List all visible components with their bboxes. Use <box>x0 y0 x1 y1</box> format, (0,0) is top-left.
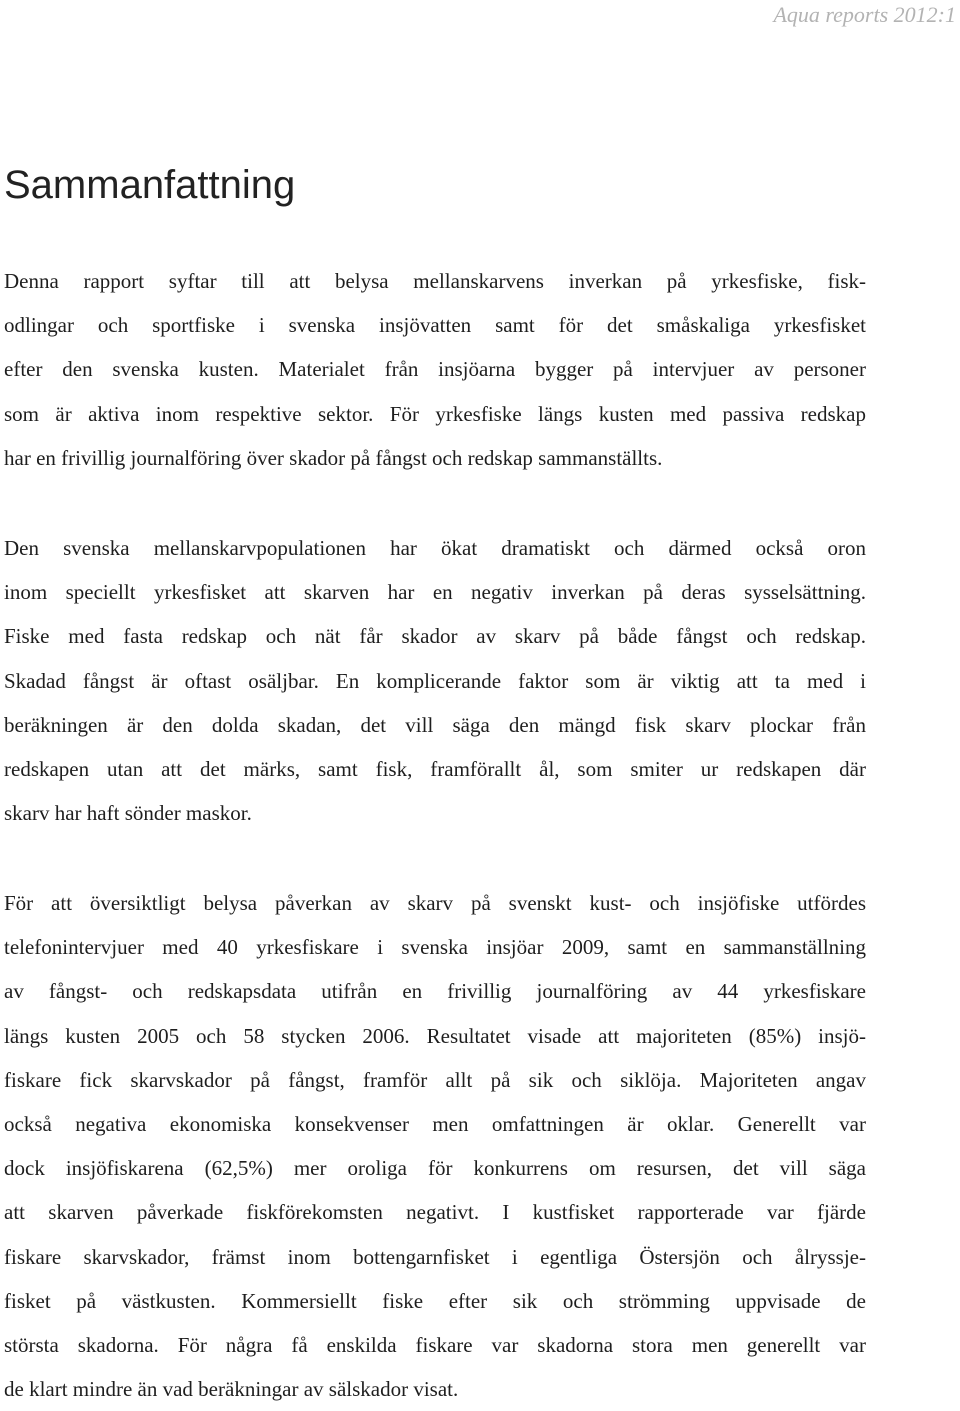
text-line: Den svenska mellanskarvpopulationen har ökat dramatiskt och därmed också oron <box>4 536 866 560</box>
text-line: av fångst- och redskapsdata utifrån en frivillig journalföring av 44 yrkesfiskare <box>4 979 866 1004</box>
text-line: att skarven påverkade fiskförekomsten negativt. I kustfisket rapporterade var fjärde <box>4 1200 866 1225</box>
text-line: också negativa ekonomiska konsekvenser men omfattningen är oklar. Generellt var <box>4 1111 866 1136</box>
text-line: fiskare fick skarvskador på fångst, framför allt på sik och siklöja. Majoriteten angav <box>4 1067 866 1092</box>
text-line: som är aktiva inom respektive sektor. För yrkesfiske längs kusten med passiva redskap <box>4 401 866 426</box>
text-line: odlingar och sportfiske i svenska insjövatten samt för det småskaliga yrkesfisket <box>4 313 866 338</box>
text-line: längs kusten 2005 och 58 stycken 2006. Resultatet visade att majoriteten (85%) insjö- <box>4 1023 866 1048</box>
text-line: beräkningen är den dolda skadan, det vill säga den mängd fisk skarv plockar från <box>4 712 866 737</box>
text-line: har en frivillig journalföring över skador på fångst och redskap sammanställts. <box>4 445 663 470</box>
paragraph-2 <box>4 526 866 835</box>
text-line: Skadad fångst är oftast osäljbar. En komplicerande faktor som är viktig att ta med i <box>4 668 866 693</box>
text-line: dock insjöfiskarena (62,5%) mer oroliga för konkurrens om resursen, det vill säga <box>4 1156 866 1181</box>
text-line: efter den svenska kusten. Materialet från insjöarna bygger på intervjuer av personer <box>4 357 866 382</box>
text-line: För att översiktligt belysa påverkan av skarv på svenskt kust- och insjöfiske utfördes <box>4 891 866 915</box>
text-line: Denna rapport syftar till att belysa mellanskarvens inverkan på yrkesfiske, fisk- <box>4 269 866 293</box>
page-title: Sammanfattning <box>4 163 296 207</box>
text-line: fisket på västkusten. Kommersiellt fiske efter sik och strömming uppvisade de <box>4 1288 866 1313</box>
text-line: inom speciellt yrkesfisket att skarven har en negativ inverkan på deras sysselsättning. <box>4 580 866 605</box>
paragraph-3 <box>4 881 866 1411</box>
paragraph-1 <box>4 259 866 480</box>
text-line: de klart mindre än vad beräkningar av sälskador visat. <box>4 1377 459 1402</box>
text-line: fiskare skarvskador, främst inom bottengarnfisket i egentliga Östersjön och ålryssje- <box>4 1244 866 1269</box>
text-line: redskapen utan att det märks, samt fisk, framförallt ål, som smiter ur redskapen där <box>4 756 866 781</box>
running-header: Aqua reports 2012:1 <box>773 2 956 27</box>
text-line: största skadorna. För några få enskilda fiskare var skadorna stora men generellt var <box>4 1332 866 1357</box>
text-line: Fiske med fasta redskap och nät får skador av skarv på både fångst och redskap. <box>4 624 866 649</box>
text-line: skarv har haft sönder maskor. <box>4 801 252 826</box>
text-line: telefonintervjuer med 40 yrkesfiskare i svenska insjöar 2009, samt en sammanställning <box>4 935 866 960</box>
